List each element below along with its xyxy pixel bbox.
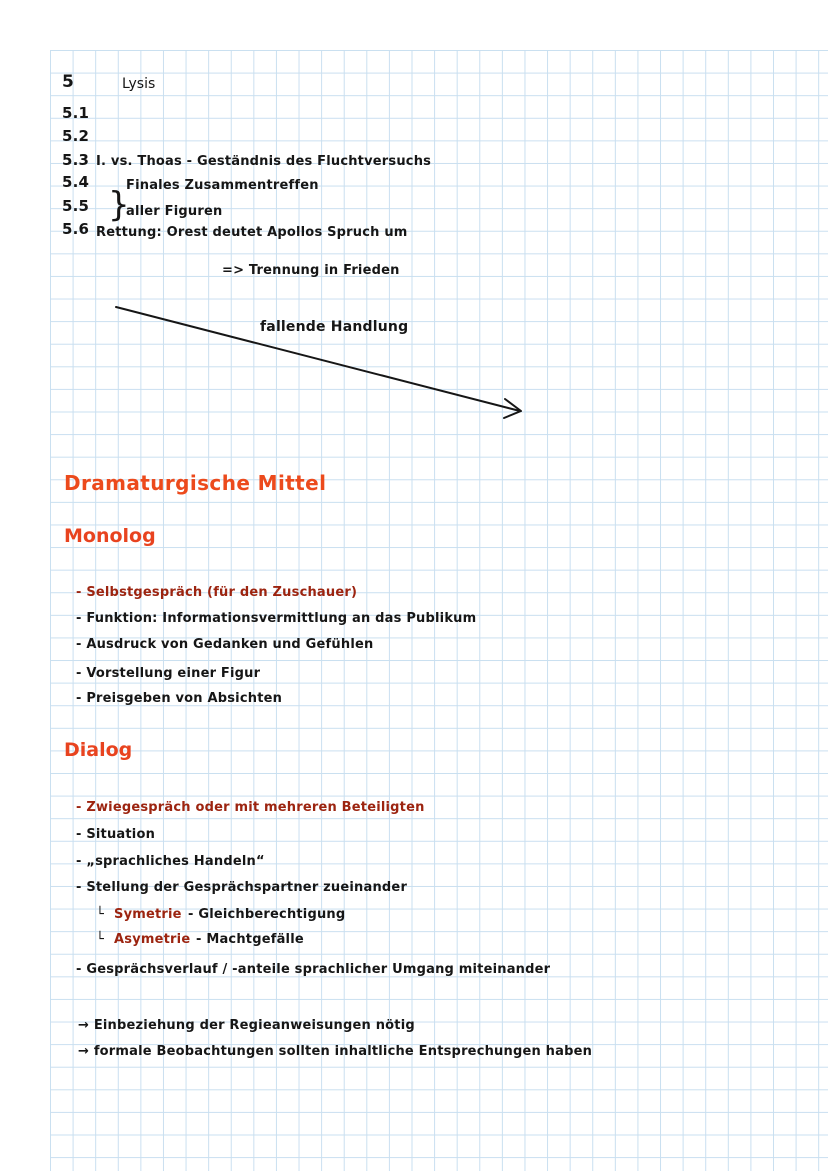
lysis-item-number: 5.3 (62, 151, 90, 169)
dialog-bullet: - Gesprächsverlauf / -anteile sprachlicher Umgang miteinander (76, 962, 551, 977)
monolog-bullet: - Ausdruck von Gedanken und Gefühlen (76, 637, 374, 652)
conclusion-line: → formale Beobachtungen sollten inhaltliche Entsprechungen haben (78, 1044, 593, 1059)
dialog-bullet: - Zwiegespräch oder mit mehreren Beteiligten (76, 800, 425, 815)
lysis-item-text: Rettung: Orest deutet Apollos Spruch um (96, 225, 408, 240)
lysis-item-number: 5.1 (62, 104, 90, 122)
lysis-item-text: I. vs. Thoas - Geständnis des Fluchtversuchs (96, 154, 432, 169)
lysis-item-text: aller Figuren (126, 204, 223, 219)
lysis-item-text: Finales Zusammentreffen (126, 178, 319, 193)
monolog-bullet: - Selbstgespräch (für den Zuschauer) (76, 585, 358, 600)
falling-action-label: fallende Handlung (260, 319, 409, 335)
asymmetrie-term: Asymetrie (114, 932, 191, 947)
monolog-bullet: - Funktion: Informationsvermittlung an das Publikum (76, 611, 477, 626)
dialog-bullet: - „sprachliches Handeln“ (76, 854, 265, 869)
symmetrie-term: Symetrie (114, 907, 182, 922)
lysis-number: 5 (62, 72, 75, 92)
conclusion-line: → Einbeziehung der Regieanweisungen nötig (78, 1018, 415, 1033)
section-heading: Dramaturgische Mittel (64, 471, 327, 495)
lysis-item-number: 5.4 (62, 173, 90, 191)
lysis-result: => Trennung in Frieden (222, 263, 400, 278)
lysis-item-number: 5.6 (62, 220, 90, 238)
sub-bullet-marker: └ (96, 907, 104, 922)
symmetrie-text: - Gleichberechtigung (188, 907, 346, 922)
brace-icon: } (108, 185, 130, 225)
sub-bullet-marker: └ (96, 932, 104, 947)
dialog-bullet: - Situation (76, 827, 156, 842)
lysis-item-number: 5.5 (62, 197, 90, 215)
monolog-bullet: - Vorstellung einer Figur (76, 666, 261, 681)
lysis-title: Lysis (122, 76, 156, 92)
asymmetrie-text: - Machtgefälle (196, 932, 304, 947)
lysis-item-number: 5.2 (62, 127, 90, 145)
monolog-heading: Monolog (64, 525, 156, 547)
dialog-heading: Dialog (64, 739, 133, 761)
dialog-bullet: - Stellung der Gesprächspartner zueinander (76, 880, 408, 895)
monolog-bullet: - Preisgeben von Absichten (76, 691, 283, 706)
